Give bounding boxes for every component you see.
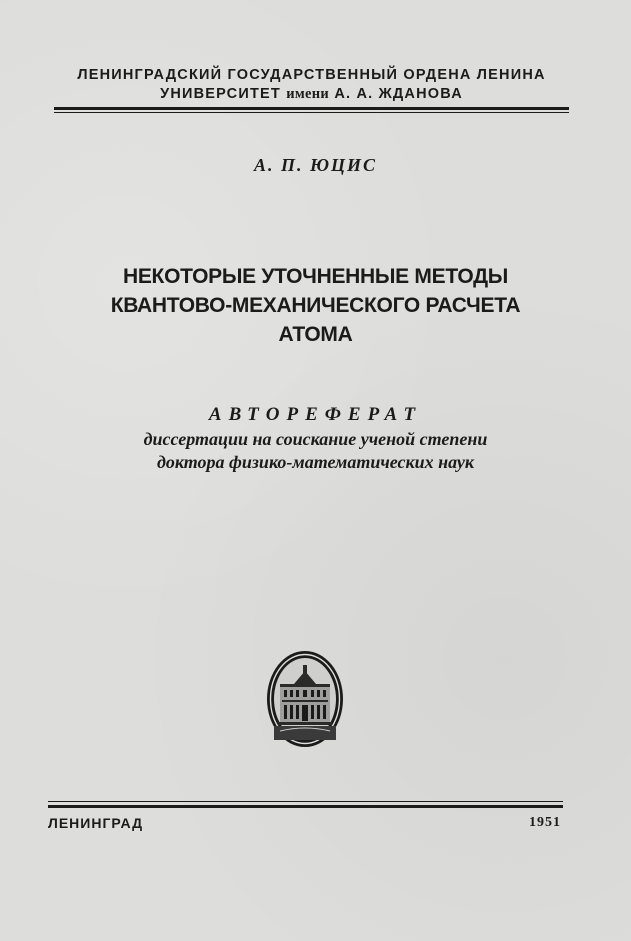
abstract-heading: АВТОРЕФЕРАТ bbox=[208, 404, 423, 425]
institution-line-2 bbox=[54, 85, 569, 104]
title-line-2: КВАНТОВО-МЕХАНИЧЕСКОГО РАСЧЕТА bbox=[110, 294, 521, 317]
header-rule-thick bbox=[54, 107, 569, 110]
title-line-1: НЕКОТОРЫЕ УТОЧНЕННЫЕ МЕТОДЫ bbox=[122, 265, 508, 288]
institution-header bbox=[54, 66, 569, 104]
institution-line-2-part-2: имени bbox=[286, 86, 330, 102]
footer-rule-thin bbox=[48, 801, 563, 802]
institution-line-2-part-1: УНИВЕРСИТЕТ bbox=[160, 86, 281, 102]
footer-rule-thick bbox=[48, 805, 563, 808]
abstract-line-2: доктора физико-математических наук bbox=[156, 452, 475, 472]
university-building-emblem-icon bbox=[264, 649, 346, 749]
publication-city: ЛЕНИНГРАД bbox=[48, 815, 144, 831]
abstract-block bbox=[40, 402, 591, 474]
dissertation-title bbox=[40, 262, 591, 349]
title-line-3: АТОМА bbox=[278, 323, 353, 346]
publication-year: 1951 bbox=[529, 815, 561, 830]
institution-line-1: ЛЕНИНГРАДСКИЙ ГОСУДАРСТВЕННЫЙ ОРДЕНА ЛЕНИНА bbox=[77, 67, 546, 83]
abstract-line-1: диссертации на соискание ученой степени bbox=[143, 429, 488, 449]
header-rule-thin bbox=[54, 112, 569, 113]
institution-line-2-part-3: А. А. ЖДАНОВА bbox=[334, 86, 463, 102]
author-name: А. П. ЮЦИС bbox=[253, 155, 378, 175]
